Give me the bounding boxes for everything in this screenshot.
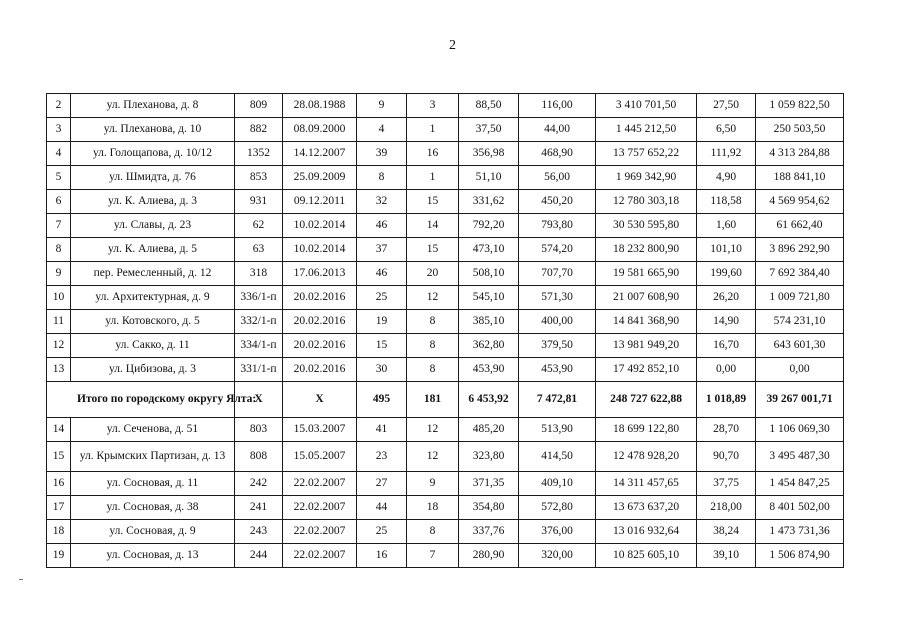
table-row bbox=[47, 94, 844, 118]
date-cell: 08.09.2000 bbox=[283, 118, 357, 142]
table-row bbox=[47, 310, 844, 334]
total-value-cell: 181 bbox=[407, 382, 459, 418]
row-number-cell: 2 bbox=[47, 94, 71, 118]
date-cell: 20.02.2016 bbox=[283, 310, 357, 334]
value-cell: 3 bbox=[407, 94, 459, 118]
value-cell: 12 780 303,18 bbox=[596, 190, 697, 214]
value-cell: 1 445 212,50 bbox=[596, 118, 697, 142]
value-cell: 1,60 bbox=[697, 214, 756, 238]
total-value-cell: 39 267 001,71 bbox=[756, 382, 844, 418]
value-cell: 90,70 bbox=[697, 442, 756, 472]
total-value-cell: 495 bbox=[357, 382, 407, 418]
address-cell: ул. Сеченова, д. 51 bbox=[71, 418, 235, 442]
address-cell: ул. Сосновая, д. 9 bbox=[71, 520, 235, 544]
value-cell: 331,62 bbox=[459, 190, 519, 214]
value-cell: 409,10 bbox=[519, 472, 596, 496]
value-cell: 574,20 bbox=[519, 238, 596, 262]
document-number-cell: 244 bbox=[235, 544, 283, 568]
document-number-cell: 803 bbox=[235, 418, 283, 442]
value-cell: 41 bbox=[357, 418, 407, 442]
date-cell: 22.02.2007 bbox=[283, 520, 357, 544]
row-number-cell: 12 bbox=[47, 334, 71, 358]
total-value-cell: 7 472,81 bbox=[519, 382, 596, 418]
total-label: Итого по городскому округу Ялта: bbox=[47, 382, 235, 418]
row-number-cell: 17 bbox=[47, 496, 71, 520]
address-cell: ул. Голощапова, д. 10/12 bbox=[71, 142, 235, 166]
value-cell: 1 506 874,90 bbox=[756, 544, 844, 568]
document-number-cell: 331/1-п bbox=[235, 358, 283, 382]
address-cell: ул. Архитектурная, д. 9 bbox=[71, 286, 235, 310]
value-cell: 101,10 bbox=[697, 238, 756, 262]
value-cell: 414,50 bbox=[519, 442, 596, 472]
value-cell: 9 bbox=[407, 472, 459, 496]
address-cell: ул. Котовского, д. 5 bbox=[71, 310, 235, 334]
address-cell: ул. К. Алиева, д. 3 bbox=[71, 190, 235, 214]
value-cell: 56,00 bbox=[519, 166, 596, 190]
document-number-cell: 318 bbox=[235, 262, 283, 286]
value-cell: 18 bbox=[407, 496, 459, 520]
document-number-cell: 882 bbox=[235, 118, 283, 142]
value-cell: 118,58 bbox=[697, 190, 756, 214]
value-cell: 1 454 847,25 bbox=[756, 472, 844, 496]
value-cell: 1 bbox=[407, 118, 459, 142]
value-cell: 16 bbox=[357, 544, 407, 568]
value-cell: 9 bbox=[357, 94, 407, 118]
date-cell: 28.08.1988 bbox=[283, 94, 357, 118]
value-cell: 13 757 652,22 bbox=[596, 142, 697, 166]
value-cell: 14 bbox=[407, 214, 459, 238]
value-cell: 61 662,40 bbox=[756, 214, 844, 238]
value-cell: 8 401 502,00 bbox=[756, 496, 844, 520]
date-cell: 17.06.2013 bbox=[283, 262, 357, 286]
date-cell: 20.02.2016 bbox=[283, 286, 357, 310]
value-cell: 400,00 bbox=[519, 310, 596, 334]
value-cell: 7 bbox=[407, 544, 459, 568]
value-cell: 793,80 bbox=[519, 214, 596, 238]
date-cell: 22.02.2007 bbox=[283, 472, 357, 496]
value-cell: 468,90 bbox=[519, 142, 596, 166]
document-number-cell: 1352 bbox=[235, 142, 283, 166]
table-row bbox=[47, 262, 844, 286]
value-cell: 1 009 721,80 bbox=[756, 286, 844, 310]
value-cell: 8 bbox=[407, 334, 459, 358]
value-cell: 4 313 284,88 bbox=[756, 142, 844, 166]
value-cell: 280,90 bbox=[459, 544, 519, 568]
value-cell: 3 896 292,90 bbox=[756, 238, 844, 262]
value-cell: 12 bbox=[407, 418, 459, 442]
value-cell: 354,80 bbox=[459, 496, 519, 520]
address-cell: ул. Славы, д. 23 bbox=[71, 214, 235, 238]
document-number-cell: 241 bbox=[235, 496, 283, 520]
value-cell: 25 bbox=[357, 286, 407, 310]
scan-mark bbox=[19, 579, 23, 580]
row-number-cell: 3 bbox=[47, 118, 71, 142]
value-cell: 218,00 bbox=[697, 496, 756, 520]
value-cell: 13 016 932,64 bbox=[596, 520, 697, 544]
table-row bbox=[47, 358, 844, 382]
value-cell: 8 bbox=[357, 166, 407, 190]
value-cell: 30 530 595,80 bbox=[596, 214, 697, 238]
value-cell: 188 841,10 bbox=[756, 166, 844, 190]
value-cell: 25 bbox=[357, 520, 407, 544]
value-cell: 371,35 bbox=[459, 472, 519, 496]
table-row bbox=[47, 334, 844, 358]
row-number-cell: 15 bbox=[47, 442, 71, 472]
document-number-cell: 334/1-п bbox=[235, 334, 283, 358]
value-cell: 37,75 bbox=[697, 472, 756, 496]
table-row bbox=[47, 118, 844, 142]
value-cell: 8 bbox=[407, 520, 459, 544]
value-cell: 13 673 637,20 bbox=[596, 496, 697, 520]
value-cell: 88,50 bbox=[459, 94, 519, 118]
value-cell: 44,00 bbox=[519, 118, 596, 142]
table-row bbox=[47, 142, 844, 166]
value-cell: 17 492 852,10 bbox=[596, 358, 697, 382]
row-number-cell: 14 bbox=[47, 418, 71, 442]
document-number-cell: 853 bbox=[235, 166, 283, 190]
value-cell: 18 699 122,80 bbox=[596, 418, 697, 442]
table-row bbox=[47, 496, 844, 520]
date-cell: 14.12.2007 bbox=[283, 142, 357, 166]
value-cell: 12 bbox=[407, 442, 459, 472]
value-cell: 27 bbox=[357, 472, 407, 496]
document-number-cell: 336/1-п bbox=[235, 286, 283, 310]
date-cell: 20.02.2016 bbox=[283, 358, 357, 382]
value-cell: 1 473 731,36 bbox=[756, 520, 844, 544]
value-cell: 20 bbox=[407, 262, 459, 286]
address-cell: ул. Сосновая, д. 38 bbox=[71, 496, 235, 520]
document-number-cell: 62 bbox=[235, 214, 283, 238]
value-cell: 356,98 bbox=[459, 142, 519, 166]
value-cell: 0,00 bbox=[697, 358, 756, 382]
date-cell: 22.02.2007 bbox=[283, 544, 357, 568]
value-cell: 15 bbox=[407, 238, 459, 262]
value-cell: 362,80 bbox=[459, 334, 519, 358]
value-cell: 323,80 bbox=[459, 442, 519, 472]
table-row bbox=[47, 238, 844, 262]
table-row bbox=[47, 190, 844, 214]
document-number-cell: 243 bbox=[235, 520, 283, 544]
table-row bbox=[47, 166, 844, 190]
value-cell: 6,50 bbox=[697, 118, 756, 142]
value-cell: 8 bbox=[407, 358, 459, 382]
value-cell: 26,20 bbox=[697, 286, 756, 310]
value-cell: 485,20 bbox=[459, 418, 519, 442]
value-cell: 44 bbox=[357, 496, 407, 520]
value-cell: 643 601,30 bbox=[756, 334, 844, 358]
value-cell: 8 bbox=[407, 310, 459, 334]
value-cell: 18 232 800,90 bbox=[596, 238, 697, 262]
row-number-cell: 18 bbox=[47, 520, 71, 544]
value-cell: 21 007 608,90 bbox=[596, 286, 697, 310]
value-cell: 1 969 342,90 bbox=[596, 166, 697, 190]
row-number-cell: 7 bbox=[47, 214, 71, 238]
document-number-cell: 808 bbox=[235, 442, 283, 472]
value-cell: 376,00 bbox=[519, 520, 596, 544]
value-cell: 27,50 bbox=[697, 94, 756, 118]
value-cell: 3 495 487,30 bbox=[756, 442, 844, 472]
document-number-cell: 63 bbox=[235, 238, 283, 262]
address-cell: ул. К. Алиева, д. 5 bbox=[71, 238, 235, 262]
total-value-cell: 6 453,92 bbox=[459, 382, 519, 418]
value-cell: 28,70 bbox=[697, 418, 756, 442]
row-number-cell: 8 bbox=[47, 238, 71, 262]
value-cell: 12 bbox=[407, 286, 459, 310]
row-number-cell: 19 bbox=[47, 544, 71, 568]
address-cell: ул. Цибизова, д. 3 bbox=[71, 358, 235, 382]
value-cell: 508,10 bbox=[459, 262, 519, 286]
date-cell: 10.02.2014 bbox=[283, 238, 357, 262]
row-number-cell: 6 bbox=[47, 190, 71, 214]
value-cell: 792,20 bbox=[459, 214, 519, 238]
date-cell: 22.02.2007 bbox=[283, 496, 357, 520]
row-number-cell: 16 bbox=[47, 472, 71, 496]
value-cell: 46 bbox=[357, 214, 407, 238]
total-value-cell: 1 018,89 bbox=[697, 382, 756, 418]
address-cell: ул. Плеханова, д. 10 bbox=[71, 118, 235, 142]
value-cell: 571,30 bbox=[519, 286, 596, 310]
value-cell: 19 581 665,90 bbox=[596, 262, 697, 286]
value-cell: 30 bbox=[357, 358, 407, 382]
value-cell: 320,00 bbox=[519, 544, 596, 568]
row-number-cell: 13 bbox=[47, 358, 71, 382]
table-row bbox=[47, 286, 844, 310]
value-cell: 379,50 bbox=[519, 334, 596, 358]
value-cell: 14 841 368,90 bbox=[596, 310, 697, 334]
address-cell: ул. Шмидта, д. 76 bbox=[71, 166, 235, 190]
value-cell: 19 bbox=[357, 310, 407, 334]
value-cell: 707,70 bbox=[519, 262, 596, 286]
value-cell: 39,10 bbox=[697, 544, 756, 568]
date-cell: 20.02.2016 bbox=[283, 334, 357, 358]
value-cell: 51,10 bbox=[459, 166, 519, 190]
table-row bbox=[47, 472, 844, 496]
value-cell: 38,24 bbox=[697, 520, 756, 544]
row-number-cell: 10 bbox=[47, 286, 71, 310]
value-cell: 16,70 bbox=[697, 334, 756, 358]
address-cell: ул. Плеханова, д. 8 bbox=[71, 94, 235, 118]
document-number-cell: 809 bbox=[235, 94, 283, 118]
address-cell: ул. Сосновая, д. 11 bbox=[71, 472, 235, 496]
address-cell: пер. Ремесленный, д. 12 bbox=[71, 262, 235, 286]
table-row bbox=[47, 442, 844, 472]
total-value-cell: 248 727 622,88 bbox=[596, 382, 697, 418]
value-cell: 572,80 bbox=[519, 496, 596, 520]
total-value-cell: Х bbox=[235, 382, 283, 418]
value-cell: 116,00 bbox=[519, 94, 596, 118]
value-cell: 13 981 949,20 bbox=[596, 334, 697, 358]
value-cell: 337,76 bbox=[459, 520, 519, 544]
value-cell: 4 bbox=[357, 118, 407, 142]
value-cell: 23 bbox=[357, 442, 407, 472]
value-cell: 3 410 701,50 bbox=[596, 94, 697, 118]
date-cell: 15.05.2007 bbox=[283, 442, 357, 472]
value-cell: 14 311 457,65 bbox=[596, 472, 697, 496]
address-cell: ул. Сосновая, д. 13 bbox=[71, 544, 235, 568]
row-number-cell: 9 bbox=[47, 262, 71, 286]
value-cell: 4,90 bbox=[697, 166, 756, 190]
value-cell: 1 bbox=[407, 166, 459, 190]
value-cell: 545,10 bbox=[459, 286, 519, 310]
value-cell: 250 503,50 bbox=[756, 118, 844, 142]
value-cell: 1 106 069,30 bbox=[756, 418, 844, 442]
value-cell: 574 231,10 bbox=[756, 310, 844, 334]
value-cell: 453,90 bbox=[459, 358, 519, 382]
value-cell: 513,90 bbox=[519, 418, 596, 442]
date-cell: 10.02.2014 bbox=[283, 214, 357, 238]
value-cell: 385,10 bbox=[459, 310, 519, 334]
value-cell: 46 bbox=[357, 262, 407, 286]
address-cell: ул. Крымских Партизан, д. 13 bbox=[71, 442, 235, 472]
value-cell: 199,60 bbox=[697, 262, 756, 286]
value-cell: 453,90 bbox=[519, 358, 596, 382]
row-number-cell: 5 bbox=[47, 166, 71, 190]
value-cell: 4 569 954,62 bbox=[756, 190, 844, 214]
value-cell: 32 bbox=[357, 190, 407, 214]
date-cell: 09.12.2011 bbox=[283, 190, 357, 214]
document-number-cell: 242 bbox=[235, 472, 283, 496]
table-row bbox=[47, 544, 844, 568]
housing-table bbox=[46, 93, 844, 568]
value-cell: 473,10 bbox=[459, 238, 519, 262]
value-cell: 15 bbox=[357, 334, 407, 358]
date-cell: 25.09.2009 bbox=[283, 166, 357, 190]
total-row bbox=[47, 382, 844, 418]
value-cell: 15 bbox=[407, 190, 459, 214]
value-cell: 12 478 928,20 bbox=[596, 442, 697, 472]
value-cell: 37 bbox=[357, 238, 407, 262]
page-number: 2 bbox=[449, 38, 456, 53]
value-cell: 14,90 bbox=[697, 310, 756, 334]
row-number-cell: 4 bbox=[47, 142, 71, 166]
table-row bbox=[47, 520, 844, 544]
value-cell: 111,92 bbox=[697, 142, 756, 166]
value-cell: 450,20 bbox=[519, 190, 596, 214]
table-row bbox=[47, 214, 844, 238]
value-cell: 16 bbox=[407, 142, 459, 166]
document-number-cell: 931 bbox=[235, 190, 283, 214]
value-cell: 7 692 384,40 bbox=[756, 262, 844, 286]
value-cell: 10 825 605,10 bbox=[596, 544, 697, 568]
date-cell: 15.03.2007 bbox=[283, 418, 357, 442]
document-number-cell: 332/1-п bbox=[235, 310, 283, 334]
total-value-cell: Х bbox=[283, 382, 357, 418]
value-cell: 0,00 bbox=[756, 358, 844, 382]
address-cell: ул. Сакко, д. 11 bbox=[71, 334, 235, 358]
value-cell: 1 059 822,50 bbox=[756, 94, 844, 118]
value-cell: 37,50 bbox=[459, 118, 519, 142]
value-cell: 39 bbox=[357, 142, 407, 166]
table-row bbox=[47, 418, 844, 442]
row-number-cell: 11 bbox=[47, 310, 71, 334]
